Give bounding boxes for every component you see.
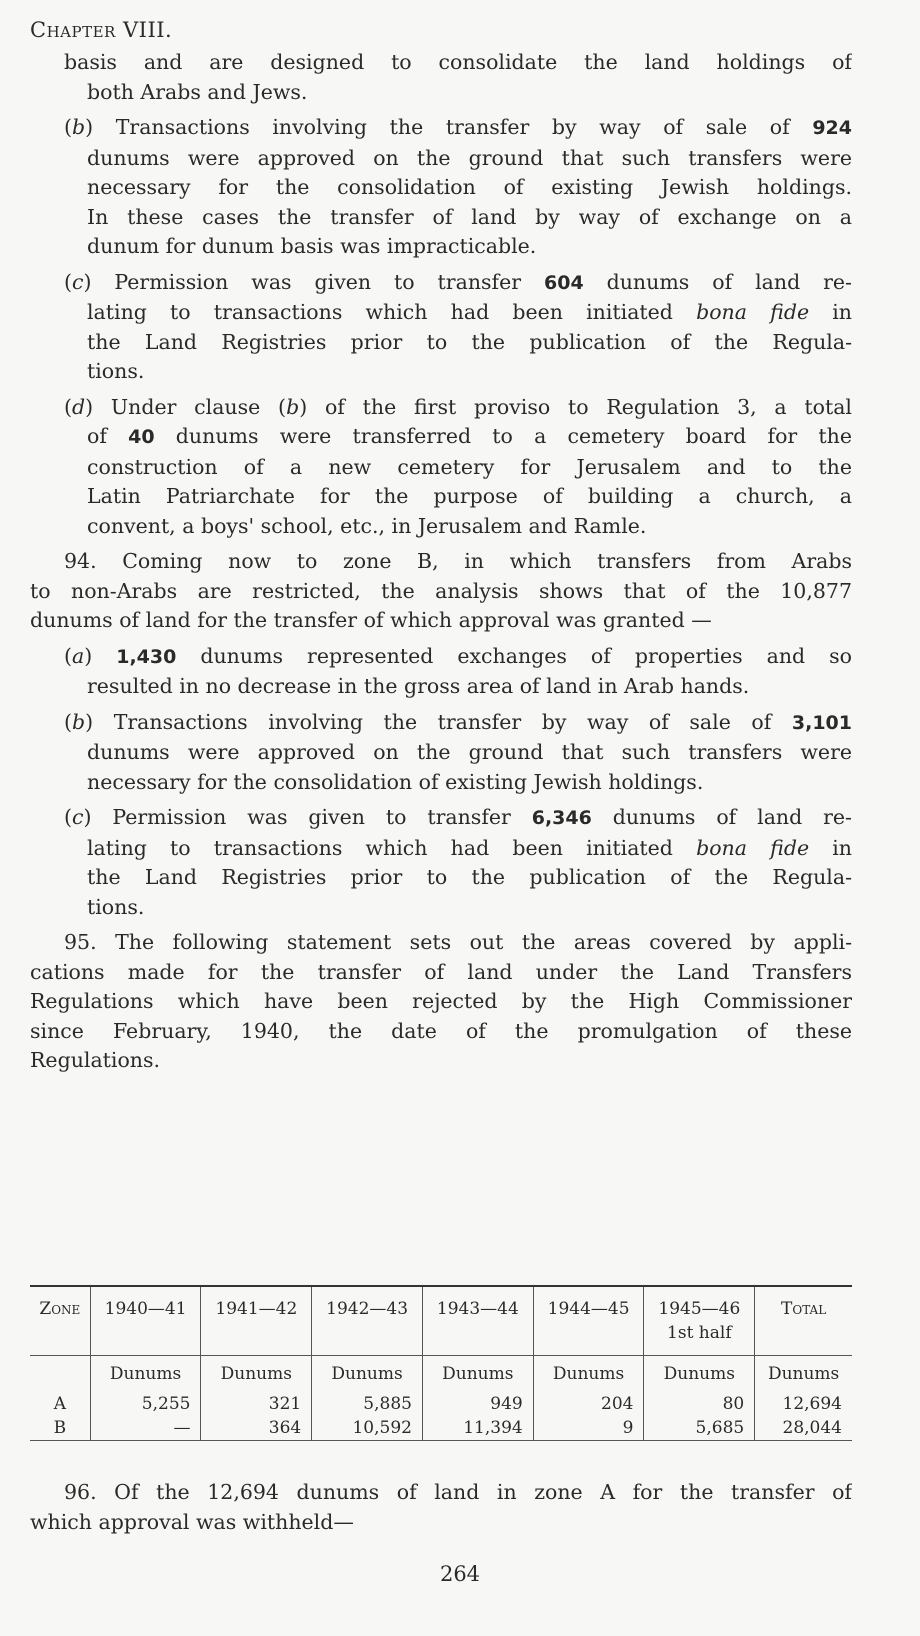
bold-figure: 1,430 xyxy=(116,645,177,668)
text-line xyxy=(30,928,852,958)
text-span: the Land Registries prior to the publication of the Regula- xyxy=(87,865,852,889)
value-cell: 5,685 xyxy=(644,1416,755,1441)
text-line xyxy=(30,672,852,702)
rejected-applications-table xyxy=(30,1285,852,1441)
text-span: tions. xyxy=(87,894,145,919)
bold-figure: 604 xyxy=(544,271,584,294)
value-cell: 364 xyxy=(201,1416,312,1441)
value-cell: — xyxy=(90,1416,201,1441)
text-line xyxy=(30,577,852,607)
italic-text: bona fide xyxy=(696,835,810,860)
text-line xyxy=(30,738,852,768)
italic-text: b xyxy=(72,709,86,734)
text-span: basis and are designed to consolidate the land holdings of xyxy=(64,50,852,74)
value-cell: 5,255 xyxy=(90,1392,201,1416)
text-span: necessary for the consolidation of existing Jewish holdings. xyxy=(87,769,704,794)
paragraph xyxy=(30,708,852,798)
italic-text: bona fide xyxy=(696,300,810,324)
text-line xyxy=(30,1046,852,1076)
value-cell: Dunums xyxy=(90,1356,201,1393)
text-span: 95. The following statement sets out the areas covered by appli- xyxy=(64,930,852,954)
italic-text: b xyxy=(286,394,300,419)
paragraph xyxy=(30,928,852,1076)
text-line xyxy=(30,547,852,577)
text-line xyxy=(30,987,852,1017)
text-span: dunum for dunum basis was impracticable. xyxy=(87,234,537,258)
col-1944-45: 1944—45 xyxy=(533,1286,644,1356)
text-span: which approval was withheld— xyxy=(30,1509,354,1534)
paragraph xyxy=(30,547,852,636)
text-line xyxy=(30,357,852,387)
text-span: in xyxy=(809,835,852,860)
paragraph-96 xyxy=(30,1478,852,1543)
text-line xyxy=(30,642,852,673)
zone-cell: B xyxy=(53,1418,67,1438)
text-span: dunums represented exchanges of properties and so xyxy=(176,643,852,668)
text-span: tions. xyxy=(87,359,145,383)
value-cell: 12,694 xyxy=(755,1392,852,1416)
text-line xyxy=(30,203,852,233)
text-span: of xyxy=(87,424,129,448)
text-span: ) Permission was given to transfer xyxy=(83,805,532,829)
col-1945-46 xyxy=(644,1286,755,1356)
value-cell: 28,044 xyxy=(755,1416,852,1441)
value-cell: 949 xyxy=(422,1392,533,1416)
text-span: dunums were approved on the ground that such transfers were xyxy=(87,740,852,764)
text-span: dunums of land re- xyxy=(583,269,852,294)
col-zone: Zone xyxy=(30,1286,90,1356)
zone-cell: A xyxy=(53,1394,66,1414)
text-span: In these cases the transfer of land by way of exchange on a xyxy=(87,204,852,229)
text-line xyxy=(30,328,852,358)
text-line xyxy=(30,393,852,423)
bold-figure: 6,346 xyxy=(531,807,592,829)
text-span: Regulations which have been rejected by the High Commissioner xyxy=(30,989,852,1013)
text-line xyxy=(30,232,852,262)
italic-text: d xyxy=(72,394,86,419)
text-line xyxy=(30,422,852,453)
text-span: since February, 1940, the date of the promulgation of these xyxy=(30,1018,852,1043)
text-line xyxy=(30,268,852,299)
text-line xyxy=(30,78,852,108)
text-span: both Arabs and Jews. xyxy=(87,79,308,104)
value-cell: Dunums xyxy=(533,1356,644,1393)
text-span: ) Permission was given to transfer xyxy=(83,269,544,294)
text-span: Regulations. xyxy=(30,1048,161,1072)
value-cell: 11,394 xyxy=(422,1416,533,1441)
text-span: ( xyxy=(64,269,72,294)
italic-text: b xyxy=(72,115,86,139)
text-span: resulted in no decrease in the gross area of land in Arab hands. xyxy=(87,674,750,698)
col-1940-41: 1940—41 xyxy=(90,1286,201,1356)
text-span: ( xyxy=(64,805,72,829)
table-row xyxy=(30,1416,852,1441)
text-line xyxy=(30,893,852,923)
text-line xyxy=(30,1478,852,1508)
italic-text: c xyxy=(72,269,84,294)
text-span: necessary for the consolidation of existing Jewish holdings. xyxy=(87,175,852,199)
value-cell: Dunums xyxy=(644,1356,755,1393)
text-span: lating to transactions which had been initiated xyxy=(87,300,697,324)
text-span: cations made for the transfer of land under the Land Transfers xyxy=(30,959,852,984)
chapter-heading: Chapter VIII. xyxy=(30,18,173,42)
text-line xyxy=(30,708,852,739)
col-1945-46-sub: 1st half xyxy=(667,1323,732,1343)
text-span: ( xyxy=(64,115,72,139)
paragraph xyxy=(30,642,852,702)
text-line xyxy=(30,173,852,203)
col-1945-46-label: 1945—46 xyxy=(658,1299,741,1319)
text-line xyxy=(30,1017,852,1047)
col-1941-42: 1941—42 xyxy=(201,1286,312,1356)
text-span: ) of the first proviso to Regulation 3, a total xyxy=(299,394,852,419)
value-cell: Dunums xyxy=(312,1356,423,1393)
italic-text: c xyxy=(72,805,84,829)
paragraph xyxy=(30,268,852,387)
table-row xyxy=(30,1392,852,1416)
text-span: ) Transactions involving the transfer by way of sale of xyxy=(85,115,813,139)
value-cell: Dunums xyxy=(201,1356,312,1393)
text-line xyxy=(30,482,852,512)
paragraph xyxy=(30,393,852,542)
bold-figure: 924 xyxy=(812,117,852,139)
text-span: dunums were approved on the ground that such transfers were xyxy=(87,145,852,170)
text-line xyxy=(30,958,852,988)
col-1942-43: 1942—43 xyxy=(312,1286,423,1356)
italic-text: a xyxy=(72,643,85,668)
text-line xyxy=(30,113,852,144)
text-span: dunums were transferred to a cemetery board for the xyxy=(154,424,852,448)
text-span: the Land Registries prior to the publication of the Regula- xyxy=(87,329,852,354)
text-line xyxy=(30,834,852,864)
text-span: Latin Patriarchate for the purpose of building a church, a xyxy=(87,484,852,508)
zone-cell xyxy=(30,1356,90,1393)
table-header-row xyxy=(30,1286,852,1356)
paragraph xyxy=(30,803,852,922)
text-line xyxy=(30,512,852,542)
value-cell: 80 xyxy=(644,1392,755,1416)
value-cell: 9 xyxy=(533,1416,644,1441)
text-span: ( xyxy=(64,394,72,419)
text-line xyxy=(30,606,852,636)
paragraph xyxy=(30,48,852,107)
body-text xyxy=(30,48,852,1082)
paragraph xyxy=(30,113,852,262)
page-number: 264 xyxy=(439,1562,481,1586)
value-cell: 204 xyxy=(533,1392,644,1416)
text-span: in xyxy=(809,300,852,324)
bold-figure: 40 xyxy=(128,426,155,448)
text-line xyxy=(30,298,852,328)
text-span: dunums of land re- xyxy=(591,805,852,829)
paragraph xyxy=(30,1478,852,1537)
text-span: ) Under clause ( xyxy=(85,394,287,419)
text-span: to non-Arabs are restricted, the analysis shows that of the 10,877 xyxy=(30,578,852,603)
text-span: 96. Of the 12,694 dunums of land in zone A for the transfer of xyxy=(64,1480,852,1504)
text-span: dunums of land for the transfer of which approval was granted — xyxy=(30,608,712,632)
units-row xyxy=(30,1356,852,1393)
text-span: ) Transactions involving the transfer by way of sale of xyxy=(85,709,792,734)
text-span: construction of a new cemetery for Jerusalem and to the xyxy=(87,454,852,479)
text-span: ( xyxy=(64,643,72,668)
text-span: lating to transactions which had been initiated xyxy=(87,835,697,860)
text-line xyxy=(30,453,852,483)
bold-figure: 3,101 xyxy=(791,711,852,734)
text-line xyxy=(30,48,852,78)
col-1943-44: 1943—44 xyxy=(422,1286,533,1356)
text-line xyxy=(30,768,852,798)
col-total: Total xyxy=(755,1286,852,1356)
text-line xyxy=(30,144,852,174)
text-span: 94. Coming now to zone B, in which transfers from Arabs xyxy=(64,549,852,573)
text-span: ) xyxy=(84,643,117,668)
text-line xyxy=(30,803,852,834)
value-cell: Dunums xyxy=(755,1356,852,1393)
value-cell: 5,885 xyxy=(312,1392,423,1416)
text-line xyxy=(30,1508,852,1538)
text-span: ( xyxy=(64,709,72,734)
text-span: convent, a boys' school, etc., in Jerusalem and Ramle. xyxy=(87,513,647,538)
value-cell: Dunums xyxy=(422,1356,533,1393)
value-cell: 10,592 xyxy=(312,1416,423,1441)
value-cell: 321 xyxy=(201,1392,312,1416)
text-line xyxy=(30,863,852,893)
